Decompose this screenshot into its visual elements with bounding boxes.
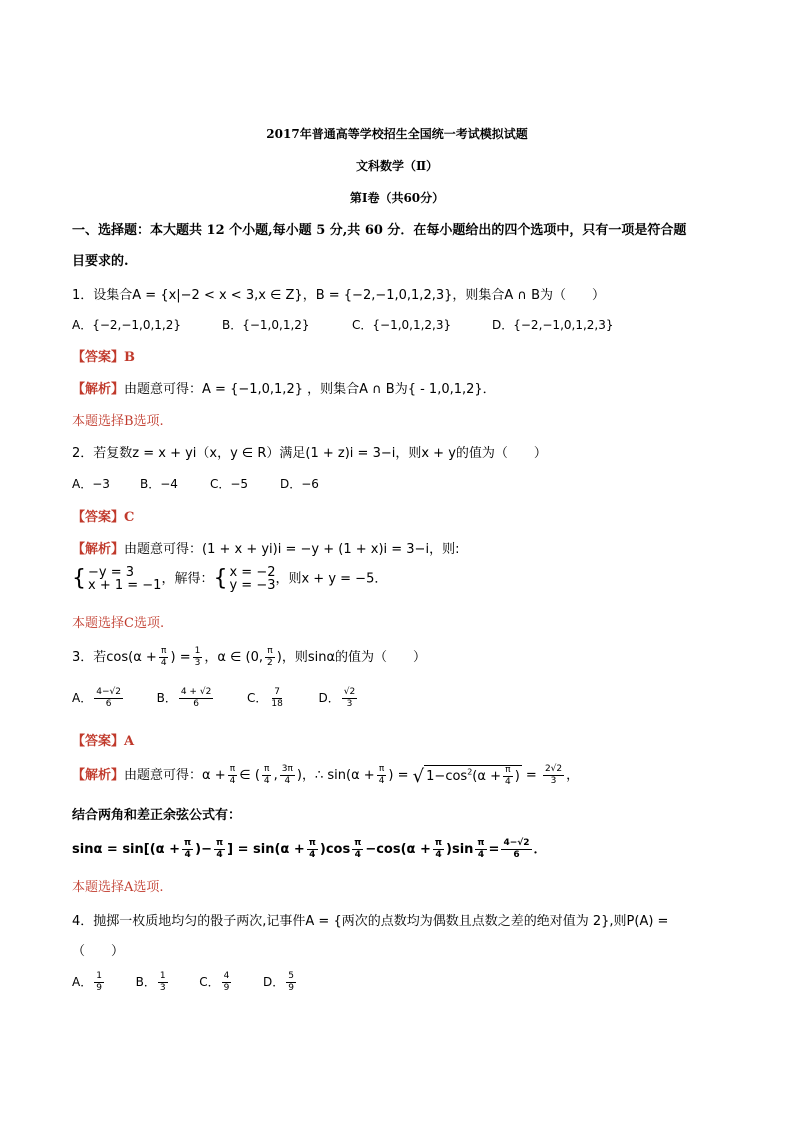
q3-combine-text: 结合两角和差正余弦公式有： [72, 808, 242, 823]
q3-option-c-frac [269, 688, 284, 709]
sqrt-expression: √ $1-\cos^2(\alpha$ + $\frac{\pi}{4}$ ) [412, 764, 520, 787]
q2-option-b: B．−4 [140, 477, 178, 491]
frac-num: 5 [288, 971, 294, 981]
answer-label: 【答案】 [72, 734, 125, 749]
q1-option-c: C．{−1,0,1,2,3} [352, 318, 452, 332]
frac-num: 1 [96, 971, 102, 981]
sqrt-part: 1−cos [426, 768, 468, 784]
q1-stem: 1．设集合A = {x|−2 < x < 3,x ∈ Z}，B = {−2,−1,0,1,2,3}，则集合A ∩ B为（ ） [72, 288, 605, 303]
q2-solve-text: ，解得： [161, 571, 214, 587]
q3-stem-part: ，α ∈ (0, [204, 650, 264, 665]
one-third [193, 647, 203, 668]
q3-stem-part: )，则sinα的值为（ ） [276, 650, 427, 665]
frac-den: 4 [284, 776, 291, 786]
frac-den: 4 [309, 850, 316, 860]
exponent: 2 [467, 767, 473, 777]
q2-option-d: D．−6 [280, 477, 319, 491]
q4-option-d-label: D． [263, 975, 285, 989]
pi-over-2 [265, 647, 275, 668]
frac-num: 1 [159, 971, 166, 981]
frac-num: 7 [274, 687, 280, 697]
analysis-label: 【解析】 [72, 542, 125, 557]
q3-analysis: 【解析】由题意可得：α + $\frac{\pi}{4}$ ∈ ( $\frac{\pi}{4}$ , $\frac{3\pi}{4}$ )，∴ sin(α + $\frac{\pi}{4}$ ) = √ $1-\cos^2(\alpha$ + $\frac{\pi}{4}$ ) = $\frac{2√2}{3}$ ， [72, 764, 580, 787]
frac-den: 9 [288, 983, 294, 993]
frac-num: π [308, 838, 316, 848]
formula-part: −cos(α + [365, 842, 431, 857]
q2-solution-row-1: x = −2 [229, 565, 276, 580]
pi-over-4 [228, 765, 238, 786]
pi-over-4 [433, 839, 444, 860]
q3-option-d-label: D． [318, 691, 340, 705]
formula-part: sinα = sin[(α + [72, 842, 181, 857]
q3-stem-part: 3．若cos(α + [72, 650, 157, 665]
q2-solution-system: { x = −2 y = −3 [213, 565, 276, 593]
q1-option-b: B．{−1,0,1,2} [222, 318, 310, 332]
q2-system-row-2: x + 1 = −1 [88, 578, 162, 593]
frac-num: 3π [281, 764, 293, 774]
q3-option-c-label: C． [246, 691, 268, 705]
exam-subtitle: 文科数学（Ⅱ） [355, 159, 439, 173]
frac-den: 4 [354, 850, 361, 860]
frac-den: 4 [435, 850, 442, 860]
pi-over-4 [262, 765, 272, 786]
q2-result-text: ，则x + y = −5． [275, 571, 388, 587]
q2-solution-row-2: y = −3 [229, 578, 276, 593]
frac-den: 4 [184, 850, 191, 860]
q3-conclusion: 本题选择A选项. [72, 880, 164, 895]
q2-answer-value: C [124, 510, 135, 525]
frac-den: 4 [504, 776, 511, 787]
frac-den: 6 [105, 699, 112, 709]
q3-analysis-part: 由题意可得：α + [124, 768, 226, 783]
q1-answer [72, 346, 135, 365]
formula-part: = [488, 842, 500, 857]
pi-over-4 [503, 766, 513, 787]
formula-part: )cos [319, 842, 351, 857]
frac-num: π [160, 646, 167, 656]
frac-num: 2√2 [544, 764, 563, 774]
q4-options [72, 972, 298, 993]
frac-den: 4 [229, 776, 236, 786]
q4-option-b-frac [158, 972, 168, 993]
q2-equation-system: { −y = 3 x + 1 = −1 [72, 565, 162, 593]
frac-num: π [354, 838, 362, 848]
q1-option-d: D．{−2,−1,0,1,2,3} [492, 318, 614, 332]
pi-over-4 [307, 839, 318, 860]
frac-num: π [477, 838, 485, 848]
sqrt-part: ) [514, 768, 520, 784]
frac-den: 4 [263, 776, 270, 786]
q4-option-c-frac [222, 972, 232, 993]
q3-option-b-frac [179, 688, 213, 709]
q3-option-b-label: B． [156, 691, 177, 705]
frac-den: 6 [193, 699, 199, 709]
q2-conclusion: 本题选择C选项. [72, 616, 165, 631]
formula-part: ] = sin(α + [227, 842, 305, 857]
frac-num: 1 [194, 646, 201, 656]
q4-option-b-label: B． [135, 975, 156, 989]
frac-num: 4 + √2 [180, 687, 212, 697]
frac-den: 4 [477, 850, 485, 860]
frac-num: π [215, 838, 224, 848]
pi-over-4 [159, 647, 169, 668]
q3-option-d-frac [342, 688, 357, 709]
q2-option-c: C．−5 [210, 477, 249, 491]
q3-analysis-part: ∈ ( [239, 768, 260, 783]
frac-num: π [505, 764, 511, 775]
q3-stem-part: ) = [170, 650, 191, 665]
pi-over-4 [475, 839, 486, 860]
q3-analysis-part: )，∴ sin(α + [296, 768, 375, 783]
frac-num: π [229, 764, 236, 774]
q1-analysis [72, 378, 496, 397]
q4-stem-paren: （ ） [72, 944, 125, 959]
q3-option-a-label: A． [72, 691, 93, 705]
q3-analysis-part: ) = [388, 768, 409, 783]
q4-stem: 4．抛掷一枚质地均匀的骰子两次,记事件A = {两次的点数均为偶数且点数之差的绝对值为 2},则P(A) = [72, 914, 669, 929]
q3-answer-value: A [124, 734, 135, 749]
sqrt-part: (α + [472, 768, 501, 784]
q3-options [72, 688, 359, 709]
q2-analysis [72, 538, 459, 557]
frac-den: 9 [96, 983, 102, 993]
q2-option-a: A．−3 [72, 477, 110, 491]
frac-den: 4 [216, 850, 223, 860]
analysis-label: 【解析】 [72, 382, 125, 397]
q2-answer [72, 506, 134, 525]
frac-den: 18 [271, 699, 283, 709]
frac-den: 9 [223, 983, 230, 993]
result-frac [501, 839, 531, 860]
q4-option-c-label: C． [199, 975, 220, 989]
frac-den: 4 [378, 776, 385, 786]
q3-stem [72, 646, 426, 668]
pi-over-4 [377, 765, 387, 786]
q3-analysis-part: ， [566, 768, 580, 783]
section-instructions-line2: 目要求的. [72, 254, 129, 269]
frac-den: 4 [160, 658, 167, 668]
three-pi-over-4 [280, 765, 295, 786]
q2-analysis-text: 由题意可得：(1 + x + yi)i = −y + (1 + x)i = 3−i，则: [124, 542, 460, 557]
answer-label: 【答案】 [72, 350, 125, 365]
formula-part: )− [195, 842, 212, 857]
q4-option-a-frac [94, 972, 104, 993]
two-root-two-over-three [543, 765, 564, 786]
formula-part: ． [533, 842, 547, 857]
frac-num: 4−√2 [503, 838, 530, 848]
q1-option-a: A．{−2,−1,0,1,2} [72, 318, 182, 332]
frac-den: 3 [550, 776, 557, 786]
pi-over-4 [182, 839, 193, 860]
frac-num: 4−√2 [96, 687, 121, 697]
q4-option-d-frac [286, 972, 296, 993]
frac-num: π [434, 838, 443, 848]
q4-option-a-label: A． [72, 975, 93, 989]
q3-answer [72, 730, 134, 749]
q2-system-line [72, 566, 387, 592]
frac-den: 3 [194, 658, 201, 668]
q3-analysis-part: = [525, 768, 541, 783]
frac-den: 2 [267, 658, 273, 668]
frac-num: π [184, 838, 192, 848]
analysis-label: 【解析】 [72, 768, 125, 783]
exam-volume: 第Ⅰ卷（共60分） [349, 191, 445, 205]
frac-num: π [378, 764, 385, 774]
q2-system-row-1: −y = 3 [88, 565, 135, 580]
frac-num: √2 [343, 687, 356, 697]
section-instructions-line1: 一、选择题：本大题共 12 个小题,每小题 5 分,共 60 分．在每小题给出的四个选项中，只有一项是符合题 [72, 223, 687, 238]
q2-stem: 2．若复数z = x + yi（x，y ∈ R）满足(1 + z)i = 3−i，则x + y的值为（ ） [72, 446, 547, 461]
q1-analysis-text: 由题意可得：A = {−1,0,1,2} ，则集合A ∩ B为{ - 1,0,1,2}． [124, 382, 496, 397]
frac-den: 3 [346, 699, 353, 709]
frac-num: 4 [223, 971, 230, 981]
q1-answer-value: B [124, 350, 136, 365]
q1-conclusion: 本题选择B选项. [72, 414, 164, 429]
q3-sina-formula [72, 838, 547, 860]
frac-den: 3 [159, 983, 166, 993]
formula-part: )sin [446, 842, 474, 857]
frac-den: 6 [513, 850, 520, 860]
q3-option-a-frac [94, 688, 123, 709]
frac-num: π [267, 646, 273, 656]
exam-title: 2017年普通高等学校招生全国统一考试模拟试题 [266, 127, 528, 141]
pi-over-4 [352, 839, 363, 860]
frac-num: π [264, 764, 270, 774]
answer-label: 【答案】 [72, 510, 125, 525]
pi-over-4 [214, 839, 225, 860]
